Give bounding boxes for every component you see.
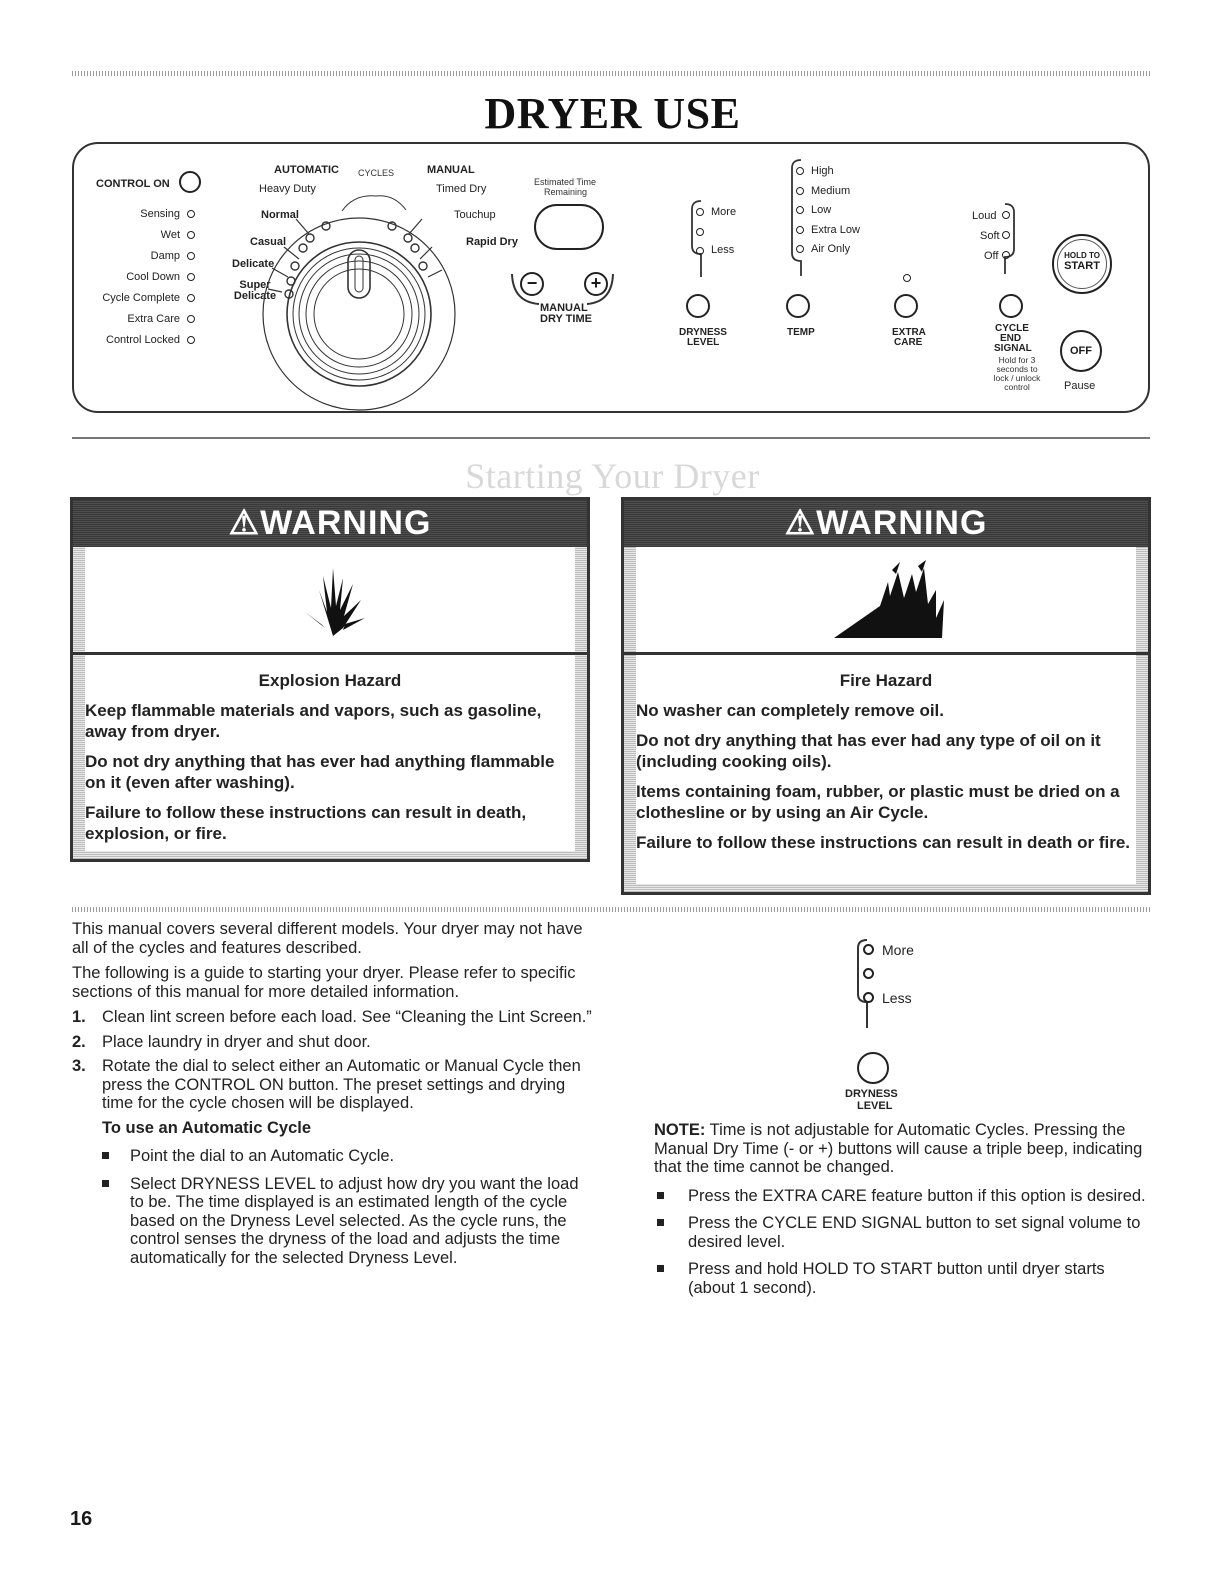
hold-note-1: Hold for 3 <box>998 355 1036 365</box>
temp-option-label: Air Only <box>811 243 851 255</box>
temp-option-label: Low <box>811 204 832 216</box>
cycle-end-signal-button[interactable] <box>999 294 1023 318</box>
warning-triangle-icon: ⚠ <box>784 504 817 542</box>
cycle-end-label-1: CYCLE <box>995 323 1029 334</box>
note-paragraph: NOTE: Time is not adjustable for Automatic Cycles. Pressing the Manual Dry Time (- or +) buttons will cause a triple beep, indicating that the time cannot be changed. <box>654 1121 1143 1176</box>
dryness-less-light <box>863 992 874 1003</box>
left-column <box>72 920 592 1276</box>
remaining-label: Remaining <box>544 187 588 197</box>
cycle-delicate: Delicate <box>232 258 275 270</box>
cycle-super-delicate: Super Delicate <box>233 279 277 302</box>
warning-header: ⚠WARNING <box>624 500 1148 547</box>
status-light-label: Control Locked <box>106 334 180 346</box>
dryness-label-2: LEVEL <box>857 1100 893 1112</box>
top-hatch-bar <box>72 71 1150 76</box>
temp-button[interactable] <box>786 294 810 318</box>
status-light-label: Sensing <box>140 208 180 220</box>
dryness-more-light <box>696 208 704 216</box>
status-light-label: Cycle Complete <box>102 292 180 304</box>
control-panel <box>72 142 1150 413</box>
dryness-mid-light <box>696 228 704 236</box>
hazard-title: Fire Hazard <box>839 671 933 690</box>
estimated-time-label: Estimated Time <box>534 177 597 187</box>
temp-light <box>796 226 804 234</box>
warning-line: Do not dry anything that has ever had anything flammable on it (even after washing). <box>85 752 555 792</box>
manual-dry-time-label-2: DRY TIME <box>540 313 592 325</box>
mid-hatch-bar <box>72 907 1150 912</box>
explosion-icon <box>299 566 367 638</box>
signal-off-light <box>1002 251 1010 259</box>
status-light <box>187 294 195 302</box>
page-number: 16 <box>70 1508 93 1530</box>
dryness-label-1: DRYNESS <box>845 1088 898 1100</box>
cycle-end-label-2: END <box>1000 333 1022 344</box>
warning-line: Do not dry anything that has ever had any type of oil on it (including cooking oils). <box>636 731 1101 771</box>
temp-option-label: High <box>811 165 834 177</box>
warning-line: Failure to follow these instructions can result in death or fire. <box>636 833 1131 852</box>
dryness-less-label: Less <box>711 244 735 256</box>
dryness-label-2: LEVEL <box>687 337 720 348</box>
cycle-timed-dry: Timed Dry <box>436 183 487 195</box>
hold-note-4: control <box>1004 382 1030 392</box>
off-button[interactable]: OFF <box>1060 330 1102 372</box>
intro-paragraph: This manual covers several different models. Your dryer may not have all of the cycles and features described. <box>72 920 583 957</box>
cycles-label: CYCLES <box>358 168 395 178</box>
hold-note-3: lock / unlock <box>993 373 1041 383</box>
dryness-more-label: More <box>711 206 737 218</box>
time-display <box>534 204 604 250</box>
intro-paragraph: The following is a guide to starting your dryer. Please refer to specific sections of this manual for more detailed information. <box>72 964 576 1001</box>
hold-to-start-button[interactable] <box>1052 234 1112 294</box>
temp-bracket <box>789 158 809 278</box>
cycle-normal: Normal <box>261 209 299 221</box>
bullet-item: Press the EXTRA CARE feature button if this option is desired. <box>654 1187 1150 1206</box>
temp-light <box>796 206 804 214</box>
section-rule <box>72 437 1150 439</box>
temp-light <box>796 167 804 175</box>
cycle-end-label-3: SIGNAL <box>994 343 1032 354</box>
cycle-casual: Casual <box>250 236 287 248</box>
dryness-level-button[interactable] <box>857 1052 889 1084</box>
bullet-item: Point the dial to an Automatic Cycle. <box>72 1147 592 1166</box>
subheading: To use an Automatic Cycle <box>102 1118 312 1137</box>
hold-to-label: HOLD TO <box>1064 251 1100 260</box>
warning-header: ⚠WARNING <box>73 500 587 547</box>
status-light-label: Damp <box>150 250 180 262</box>
page-title: DRYER USE <box>484 89 741 138</box>
manual-label: MANUAL <box>427 164 475 176</box>
warning-triangle-icon: ⚠ <box>228 504 261 542</box>
bullet-item: Select DRYNESS LEVEL to adjust how dry you want the load to be. The time displayed is an estimated length of the cycle based on the Dryness Level selected. As the cycle runs, the control senses the dryness of the load and adjusts the time automatically for the selected Dryness Level. <box>72 1175 592 1268</box>
hazard-title: Explosion Hazard <box>258 671 402 690</box>
status-light-label: Cool Down <box>126 271 180 283</box>
status-light <box>187 336 195 344</box>
dryness-less-light <box>696 247 704 255</box>
control-on-button[interactable] <box>179 171 201 193</box>
status-light-label: Extra Care <box>127 313 180 325</box>
bullet-item: Press the CYCLE END SIGNAL button to set signal volume to desired level. <box>654 1214 1150 1251</box>
dryness-more-light <box>863 944 874 955</box>
temp-light <box>796 187 804 195</box>
dryness-label-1: DRYNESS <box>679 327 727 338</box>
step-item: 3. Rotate the dial to select either an Automatic or Manual Cycle then press the CONTROL ON button. The preset settings and drying time for the cycle chosen will be displayed. <box>72 1057 581 1112</box>
cycle-touchup: Touchup <box>454 209 496 221</box>
cycle-rapid-dry: Rapid Dry <box>466 236 518 248</box>
warning-line: Items containing foam, rubber, or plastic must be dried on a clothesline or by using an Air Cycle. <box>636 782 1120 822</box>
dryness-mid-light <box>863 968 874 979</box>
dry-time-plus-button[interactable]: + <box>584 272 608 296</box>
section-title: Starting Your Dryer <box>465 456 760 496</box>
manual-dry-time-label-1: MANUAL <box>540 302 588 314</box>
signal-loud-label: Loud <box>972 210 997 222</box>
status-light-label: Wet <box>160 229 180 241</box>
fire-icon <box>832 560 948 640</box>
status-light <box>187 252 195 260</box>
signal-loud-light <box>1002 211 1010 219</box>
status-light <box>187 231 195 239</box>
warning-line: Keep flammable materials and vapors, such as gasoline, away from dryer. <box>85 701 542 741</box>
extra-care-label-1: EXTRA <box>892 327 926 338</box>
status-light <box>187 315 195 323</box>
pause-label: Pause <box>1064 380 1096 392</box>
start-label: START <box>1064 260 1100 272</box>
status-light <box>187 273 195 281</box>
temp-option-label: Medium <box>811 184 851 197</box>
warning-line: Failure to follow these instructions can result in death, explosion, or fire. <box>85 803 527 843</box>
cycle-heavy-duty: Heavy Duty <box>259 183 316 195</box>
step-item: 2. Place laundry in dryer and shut door. <box>72 1032 371 1051</box>
dryness-more-label: More <box>882 942 914 958</box>
extra-care-label-2: CARE <box>894 337 923 348</box>
right-column <box>654 1121 1150 1306</box>
temp-light <box>796 245 804 253</box>
cycle-dial[interactable] <box>244 174 487 414</box>
hold-note-2: seconds to <box>996 364 1038 374</box>
temp-label: TEMP <box>787 327 815 338</box>
signal-soft-label: Soft <box>980 230 1000 242</box>
warning-line: No washer can completely remove oil. <box>636 701 945 720</box>
signal-soft-light <box>1002 231 1010 239</box>
dry-time-minus-button[interactable]: − <box>520 272 544 296</box>
extra-care-button[interactable] <box>894 294 918 318</box>
bullet-item: Press and hold HOLD TO START button until dryer starts (about 1 second). <box>654 1260 1150 1297</box>
control-on-label: CONTROL ON <box>96 178 170 190</box>
warning-fire <box>621 497 1151 895</box>
warning-explosion <box>70 497 590 862</box>
automatic-label: AUTOMATIC <box>274 164 339 176</box>
status-light <box>187 210 195 218</box>
signal-off-label: Off <box>984 250 999 262</box>
dryness-less-label: Less <box>882 990 912 1006</box>
extra-care-light <box>903 274 911 282</box>
step-item: 1. Clean lint screen before each load. See “Cleaning the Lint Screen.” <box>72 1008 592 1026</box>
temp-option-label: Extra Low <box>811 223 860 236</box>
dryness-level-button[interactable] <box>686 294 710 318</box>
